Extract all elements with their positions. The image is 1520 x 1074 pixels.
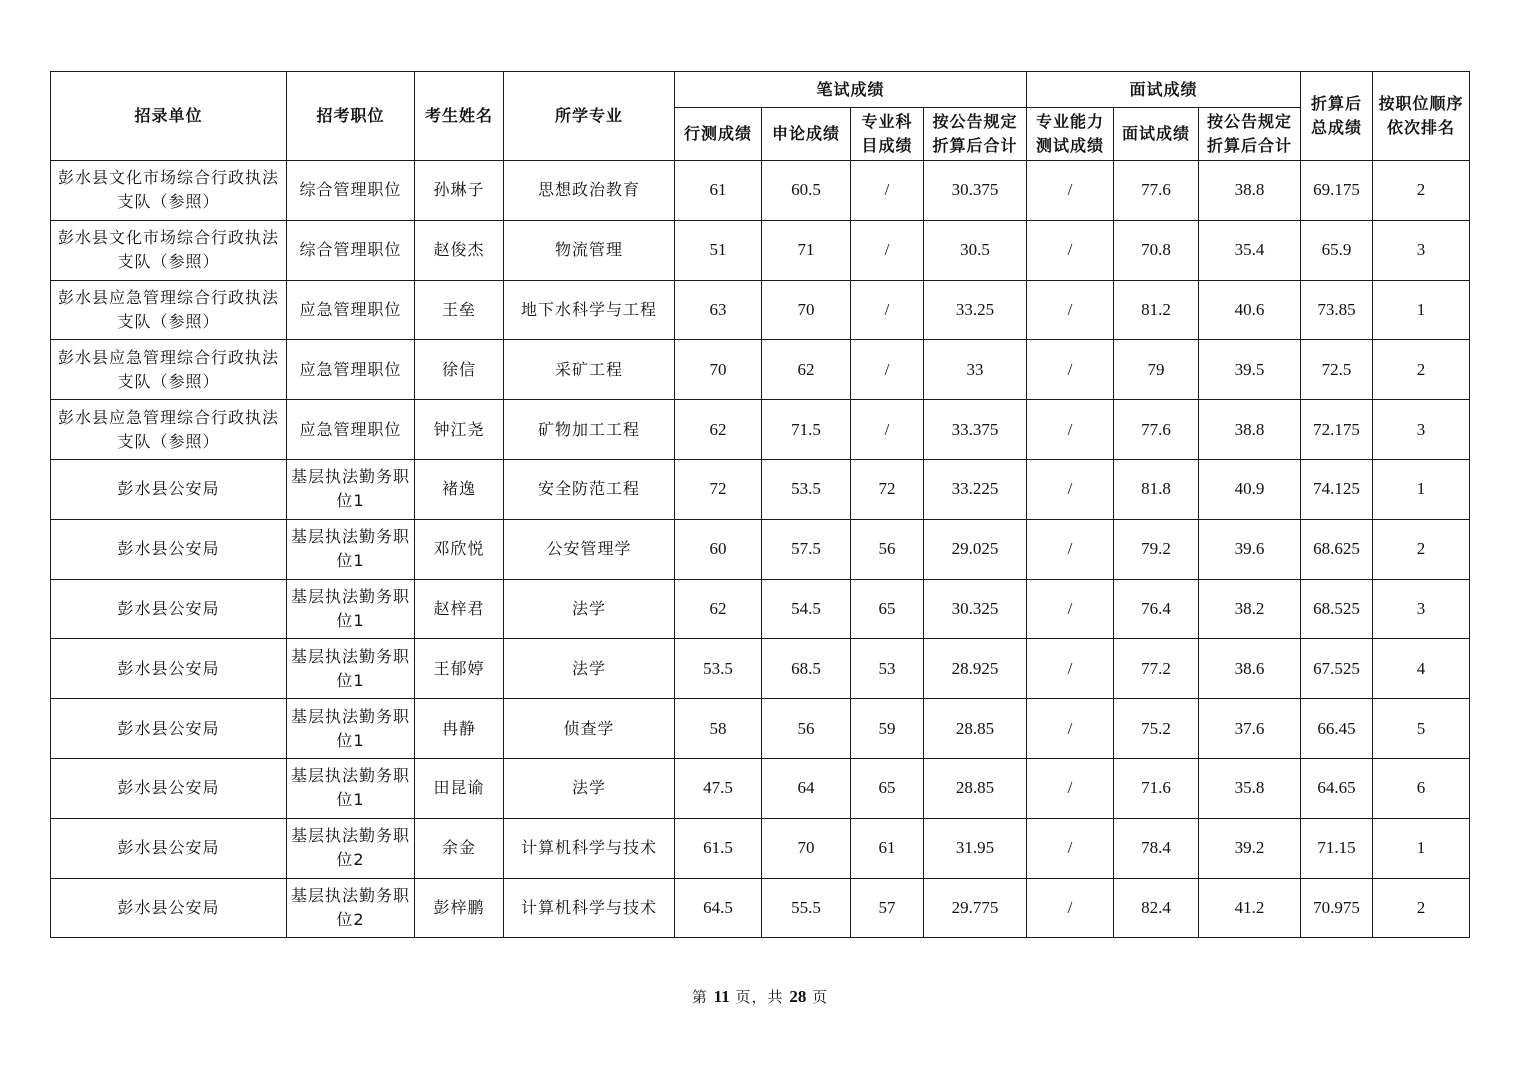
cell-total: 70.975: [1301, 878, 1373, 938]
cell-position: 基层执法勤务职位1: [287, 699, 415, 759]
cell-shenlun: 71: [762, 220, 851, 280]
cell-name: 褚逸: [415, 459, 504, 519]
cell-name: 赵俊杰: [415, 220, 504, 280]
cell-unit: 彭水县公安局: [51, 519, 287, 579]
cell-shenlun: 62: [762, 340, 851, 400]
cell-interview: 79.2: [1114, 519, 1199, 579]
cell-shenlun: 55.5: [762, 878, 851, 938]
footer-middle: 页，共: [735, 988, 784, 1006]
cell-ability: /: [1027, 579, 1114, 639]
cell-written-converted: 33: [924, 340, 1027, 400]
header-rank: 按职位顺序依次排名: [1373, 72, 1470, 161]
cell-total: 72.175: [1301, 400, 1373, 460]
cell-rank: 3: [1373, 400, 1470, 460]
cell-position: 基层执法勤务职位1: [287, 579, 415, 639]
cell-position: 基层执法勤务职位1: [287, 459, 415, 519]
cell-subject: 72: [851, 459, 924, 519]
cell-shenlun: 68.5: [762, 639, 851, 699]
cell-rank: 2: [1373, 161, 1470, 221]
cell-ability: /: [1027, 340, 1114, 400]
cell-subject: /: [851, 220, 924, 280]
header-written-converted: 按公告规定折算后合计: [924, 108, 1027, 161]
cell-xingce: 72: [675, 459, 762, 519]
cell-position: 综合管理职位: [287, 220, 415, 280]
cell-major: 法学: [504, 758, 675, 818]
header-xingce: 行测成绩: [675, 108, 762, 161]
cell-ability: /: [1027, 280, 1114, 340]
cell-unit: 彭水县公安局: [51, 639, 287, 699]
cell-written-converted: 29.025: [924, 519, 1027, 579]
cell-total: 73.85: [1301, 280, 1373, 340]
cell-unit: 彭水县文化市场综合行政执法支队（参照）: [51, 220, 287, 280]
cell-shenlun: 54.5: [762, 579, 851, 639]
cell-interview-converted: 39.6: [1199, 519, 1301, 579]
cell-xingce: 61.5: [675, 818, 762, 878]
cell-ability: /: [1027, 639, 1114, 699]
cell-unit: 彭水县公安局: [51, 459, 287, 519]
table-row: [51, 579, 1470, 639]
cell-written-converted: 28.925: [924, 639, 1027, 699]
cell-subject: 61: [851, 818, 924, 878]
cell-rank: 3: [1373, 220, 1470, 280]
header-interview-group: 面试成绩: [1027, 72, 1301, 108]
cell-interview: 71.6: [1114, 758, 1199, 818]
footer-suffix: 页: [812, 988, 829, 1006]
cell-shenlun: 57.5: [762, 519, 851, 579]
cell-written-converted: 30.375: [924, 161, 1027, 221]
cell-shenlun: 60.5: [762, 161, 851, 221]
cell-unit: 彭水县公安局: [51, 758, 287, 818]
cell-written-converted: 29.775: [924, 878, 1027, 938]
cell-rank: 6: [1373, 758, 1470, 818]
page-footer: [0, 986, 1520, 1007]
cell-written-converted: 33.25: [924, 280, 1027, 340]
cell-total: 64.65: [1301, 758, 1373, 818]
table-body: [51, 161, 1470, 938]
cell-written-converted: 30.325: [924, 579, 1027, 639]
cell-interview: 70.8: [1114, 220, 1199, 280]
cell-rank: 2: [1373, 878, 1470, 938]
cell-xingce: 53.5: [675, 639, 762, 699]
cell-total: 72.5: [1301, 340, 1373, 400]
cell-rank: 1: [1373, 280, 1470, 340]
cell-ability: /: [1027, 161, 1114, 221]
cell-position: 应急管理职位: [287, 280, 415, 340]
cell-xingce: 70: [675, 340, 762, 400]
cell-subject: /: [851, 161, 924, 221]
cell-interview-converted: 38.8: [1199, 161, 1301, 221]
cell-name: 邓欣悦: [415, 519, 504, 579]
cell-interview-converted: 39.2: [1199, 818, 1301, 878]
cell-name: 孙琳子: [415, 161, 504, 221]
cell-interview: 77.6: [1114, 400, 1199, 460]
cell-rank: 1: [1373, 459, 1470, 519]
header-subject: 专业科目成绩: [851, 108, 924, 161]
cell-position: 基层执法勤务职位1: [287, 758, 415, 818]
cell-major: 地下水科学与工程: [504, 280, 675, 340]
cell-xingce: 51: [675, 220, 762, 280]
cell-xingce: 47.5: [675, 758, 762, 818]
cell-total: 66.45: [1301, 699, 1373, 759]
cell-written-converted: 30.5: [924, 220, 1027, 280]
cell-interview-converted: 40.9: [1199, 459, 1301, 519]
cell-subject: /: [851, 280, 924, 340]
cell-interview: 82.4: [1114, 878, 1199, 938]
cell-shenlun: 71.5: [762, 400, 851, 460]
header-unit: 招录单位: [51, 72, 287, 161]
cell-name: 徐信: [415, 340, 504, 400]
cell-unit: 彭水县公安局: [51, 699, 287, 759]
cell-total: 74.125: [1301, 459, 1373, 519]
cell-unit: 彭水县应急管理综合行政执法支队（参照）: [51, 340, 287, 400]
cell-interview: 75.2: [1114, 699, 1199, 759]
cell-total: 71.15: [1301, 818, 1373, 878]
cell-ability: /: [1027, 459, 1114, 519]
cell-position: 基层执法勤务职位1: [287, 639, 415, 699]
cell-name: 冉静: [415, 699, 504, 759]
table-row: [51, 758, 1470, 818]
cell-interview: 78.4: [1114, 818, 1199, 878]
cell-major: 法学: [504, 639, 675, 699]
footer-total-pages: 28: [789, 987, 807, 1006]
cell-shenlun: 56: [762, 699, 851, 759]
table-row: [51, 818, 1470, 878]
cell-written-converted: 28.85: [924, 758, 1027, 818]
header-interview-converted: 按公告规定折算后合计: [1199, 108, 1301, 161]
cell-interview-converted: 39.5: [1199, 340, 1301, 400]
table-row: [51, 878, 1470, 938]
cell-unit: 彭水县公安局: [51, 818, 287, 878]
cell-xingce: 60: [675, 519, 762, 579]
cell-interview-converted: 38.6: [1199, 639, 1301, 699]
table-row: [51, 519, 1470, 579]
cell-name: 王垒: [415, 280, 504, 340]
table-row: [51, 639, 1470, 699]
cell-total: 68.625: [1301, 519, 1373, 579]
header-name: 考生姓名: [415, 72, 504, 161]
cell-position: 应急管理职位: [287, 340, 415, 400]
cell-ability: /: [1027, 400, 1114, 460]
cell-interview: 81.2: [1114, 280, 1199, 340]
table-row: [51, 280, 1470, 340]
cell-total: 65.9: [1301, 220, 1373, 280]
cell-interview-converted: 37.6: [1199, 699, 1301, 759]
cell-xingce: 62: [675, 579, 762, 639]
cell-total: 68.525: [1301, 579, 1373, 639]
cell-major: 法学: [504, 579, 675, 639]
cell-subject: 65: [851, 579, 924, 639]
footer-current-page: 11: [713, 987, 730, 1006]
cell-unit: 彭水县公安局: [51, 579, 287, 639]
cell-ability: /: [1027, 758, 1114, 818]
cell-major: 矿物加工工程: [504, 400, 675, 460]
cell-position: 基层执法勤务职位2: [287, 818, 415, 878]
cell-ability: /: [1027, 818, 1114, 878]
cell-unit: 彭水县公安局: [51, 878, 287, 938]
header-interview: 面试成绩: [1114, 108, 1199, 161]
cell-interview-converted: 35.8: [1199, 758, 1301, 818]
cell-subject: 53: [851, 639, 924, 699]
cell-name: 赵梓君: [415, 579, 504, 639]
cell-name: 王郁婷: [415, 639, 504, 699]
cell-interview: 79: [1114, 340, 1199, 400]
header-total: 折算后总成绩: [1301, 72, 1373, 161]
cell-interview-converted: 41.2: [1199, 878, 1301, 938]
cell-shenlun: 70: [762, 280, 851, 340]
cell-major: 思想政治教育: [504, 161, 675, 221]
cell-ability: /: [1027, 699, 1114, 759]
cell-unit: 彭水县应急管理综合行政执法支队（参照）: [51, 280, 287, 340]
cell-major: 公安管理学: [504, 519, 675, 579]
cell-shenlun: 70: [762, 818, 851, 878]
cell-written-converted: 31.95: [924, 818, 1027, 878]
table-row: [51, 459, 1470, 519]
cell-shenlun: 64: [762, 758, 851, 818]
table-header: [51, 72, 1470, 161]
cell-rank: 4: [1373, 639, 1470, 699]
cell-total: 67.525: [1301, 639, 1373, 699]
cell-major: 计算机科学与技术: [504, 818, 675, 878]
header-position: 招考职位: [287, 72, 415, 161]
table-row: [51, 340, 1470, 400]
cell-name: 余金: [415, 818, 504, 878]
cell-written-converted: 33.375: [924, 400, 1027, 460]
cell-subject: 59: [851, 699, 924, 759]
cell-interview: 76.4: [1114, 579, 1199, 639]
cell-major: 侦查学: [504, 699, 675, 759]
cell-xingce: 63: [675, 280, 762, 340]
cell-interview: 81.8: [1114, 459, 1199, 519]
cell-major: 采矿工程: [504, 340, 675, 400]
cell-ability: /: [1027, 878, 1114, 938]
cell-major: 计算机科学与技术: [504, 878, 675, 938]
cell-interview-converted: 35.4: [1199, 220, 1301, 280]
header-shenlun: 申论成绩: [762, 108, 851, 161]
cell-rank: 3: [1373, 579, 1470, 639]
cell-rank: 2: [1373, 340, 1470, 400]
cell-xingce: 64.5: [675, 878, 762, 938]
cell-rank: 5: [1373, 699, 1470, 759]
cell-unit: 彭水县文化市场综合行政执法支队（参照）: [51, 161, 287, 221]
cell-subject: 56: [851, 519, 924, 579]
cell-xingce: 61: [675, 161, 762, 221]
cell-interview: 77.2: [1114, 639, 1199, 699]
cell-major: 物流管理: [504, 220, 675, 280]
cell-interview-converted: 40.6: [1199, 280, 1301, 340]
cell-position: 应急管理职位: [287, 400, 415, 460]
cell-subject: /: [851, 340, 924, 400]
header-written-group: 笔试成绩: [675, 72, 1027, 108]
header-ability: 专业能力测试成绩: [1027, 108, 1114, 161]
cell-name: 田昆谕: [415, 758, 504, 818]
cell-name: 钟江尧: [415, 400, 504, 460]
cell-rank: 1: [1373, 818, 1470, 878]
cell-written-converted: 33.225: [924, 459, 1027, 519]
header-major: 所学专业: [504, 72, 675, 161]
cell-xingce: 62: [675, 400, 762, 460]
cell-ability: /: [1027, 519, 1114, 579]
cell-shenlun: 53.5: [762, 459, 851, 519]
cell-unit: 彭水县应急管理综合行政执法支队（参照）: [51, 400, 287, 460]
table-row: [51, 220, 1470, 280]
cell-major: 安全防范工程: [504, 459, 675, 519]
cell-subject: 57: [851, 878, 924, 938]
cell-xingce: 58: [675, 699, 762, 759]
cell-subject: 65: [851, 758, 924, 818]
cell-total: 69.175: [1301, 161, 1373, 221]
cell-name: 彭梓鹏: [415, 878, 504, 938]
score-table: [50, 71, 1470, 938]
cell-position: 基层执法勤务职位2: [287, 878, 415, 938]
cell-rank: 2: [1373, 519, 1470, 579]
table-row: [51, 699, 1470, 759]
cell-written-converted: 28.85: [924, 699, 1027, 759]
cell-ability: /: [1027, 220, 1114, 280]
cell-position: 基层执法勤务职位1: [287, 519, 415, 579]
table-row: [51, 161, 1470, 221]
cell-subject: /: [851, 400, 924, 460]
cell-interview: 77.6: [1114, 161, 1199, 221]
cell-position: 综合管理职位: [287, 161, 415, 221]
footer-prefix: 第: [691, 988, 708, 1006]
cell-interview-converted: 38.8: [1199, 400, 1301, 460]
cell-interview-converted: 38.2: [1199, 579, 1301, 639]
table-row: [51, 400, 1470, 460]
